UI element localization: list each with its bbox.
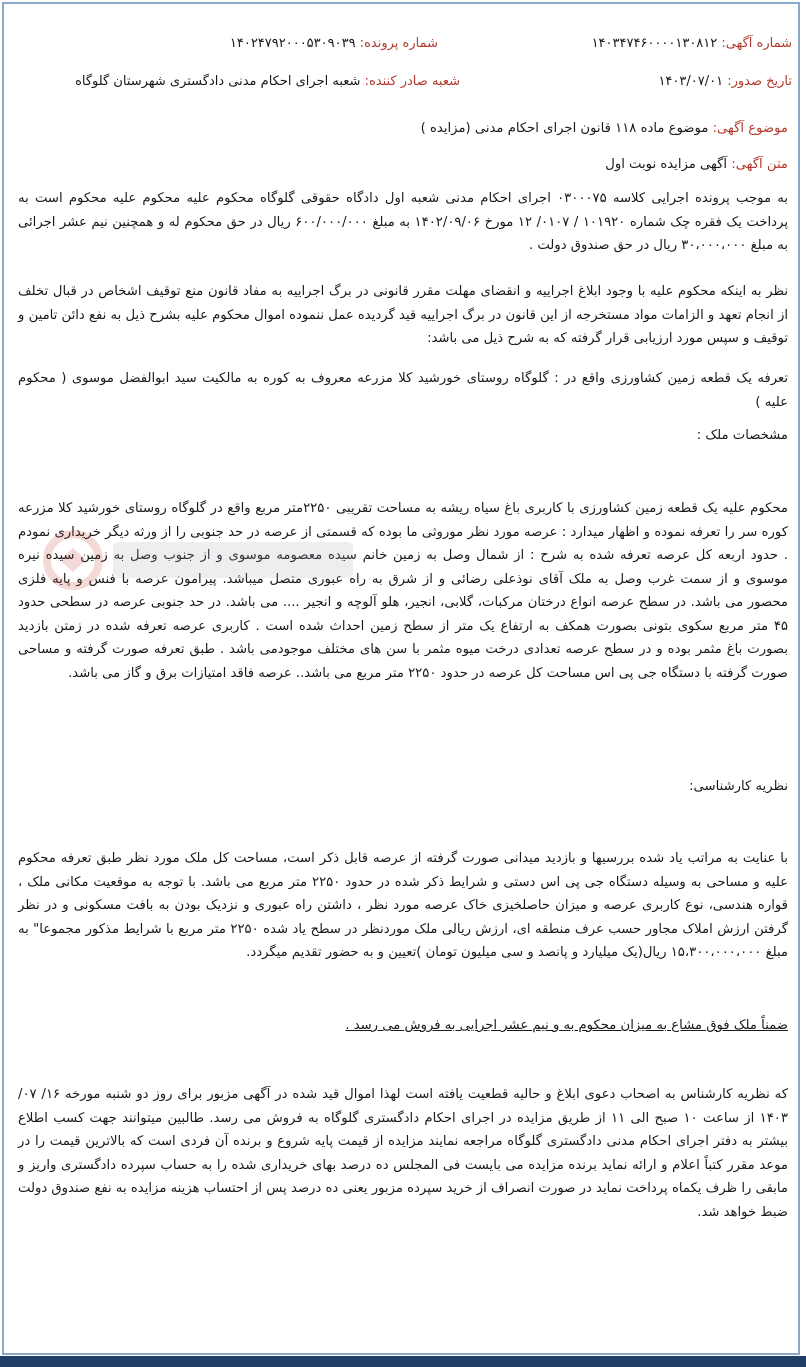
issue-date-row bbox=[658, 74, 792, 89]
notice-title-value: آگهی مزایده نوبت اول bbox=[605, 157, 728, 172]
notice-title-row bbox=[605, 157, 788, 172]
paragraph-share-note: ضمناً ملک فوق مشاع به میزان محکوم به و نیم عشر اجرایی به فروش می رسد . bbox=[345, 1018, 788, 1033]
subject-label: موضوع آگهی: bbox=[712, 121, 788, 136]
case-number: ۱۴۰۲۴۷۹۲۰۰۰۵۳۰۹۰۳۹ bbox=[229, 36, 356, 51]
issue-date: ۱۴۰۳/۰۷/۰۱ bbox=[658, 74, 724, 89]
property-specs-heading: مشخصات ملک : bbox=[696, 428, 788, 443]
notice-title-label: متن آگهی: bbox=[731, 157, 788, 172]
paragraph-property-identification: تعرفه یک قطعه زمین کشاورزی واقع در : گلوگاه روستای خورشید کلا مزرعه معروف به کوره به مالکیت سید ابوالفضل موسوی ( محکوم علیه ) bbox=[18, 371, 788, 410]
expert-opinion-heading: نظریه کارشناسی: bbox=[689, 779, 788, 794]
paragraph-case-summary: به موجب پرونده اجرایی کلاسه ۰۳۰۰۰۷۵ اجرای احکام مدنی شعبه اول دادگاه حقوقی گلوگاه محکوم علیه محکوم علیه محکوم است به پرداخت یک فقره چک شماره ۱۰۱۹۲۰ / ۰۱۰۷/ ۱۲ مورخ ۱۴۰۲/۰۹/۰۶ به مبلغ ۶۰۰/۰۰۰/۰۰۰ ریال در حق محکوم له و همچنین نیم عشر اجرائی به مبلغ ۳۰،۰۰۰،۰۰۰ ریال در حق صندوق دولت . bbox=[18, 191, 788, 253]
notice-number-row bbox=[592, 36, 792, 51]
paragraph-expert-opinion: با عنایت به مراتب یاد شده بررسیها و بازدید میدانی صورت گرفته از عرصه قابل ذکر است، مساحت کل ملک مورد نظر طبق تعرفه محکوم علیه و مساحی به وسیله دستگاه جی پی اس دستی و شرایط ذکر شده در حدود ۲۲۵۰ متر مربع می باشد. با توجه به موقعیت مکانی ملک ، قواره هندسی، نوع کاربری عرصه و میزان حاصلخیزی خاک عرصه مورد نظر ، داشتن راه عبوری و نزدیک بودن به بافت مسکونی و در نظر گرفتن ارزش املاک مجاور حسب عرف منطقه ای، ارزش ریالی ملک موردنظر در سطح یاد شده ۲۲۵۰ متر مربع با شرایط مذکور مجموعا" به مبلغ ۱۵،۳۰۰،۰۰۰،۰۰۰ ریال(یک میلیارد و پانصد و سی میلیون تومان )تعیین و به حضور تقدیم میگردد. bbox=[18, 851, 788, 960]
issuer-row bbox=[75, 74, 460, 89]
issuer: شعبه اجرای احکام مدنی دادگستری شهرستان گلوگاه bbox=[75, 74, 361, 89]
paragraph-property-description: محکوم علیه یک قطعه زمین کشاورزی با کاربری باغ سیاه ریشه به مساحت تقریبی ۲۲۵۰متر مربع واقع در گلوگاه روستای خورشید کلا مزرعه کوره سر را تعرفه نموده و اظهار میدارد : عرصه مورد نظر موروثی ما بوده که قسمتی از عرصه در حد جنوبی را از ورثه دیگر خریداری نمودم . حدود اربعه کل عرصه تعرفه شده به شرح : از شمال وصل به زمین خانم سیده معصومه موسوی و از جنوب وصل به زمین سیده نیره موسوی و از سمت غرب وصل به ملک آقای نوذعلی رضائی و از شرق به راه عبوری متصل میباشد. پیرامون عرصه با فنس و پایه فلزی محصور می باشد. در سطح عرصه انواع درختان مرکبات، گلابی، انجیر، هلو آلوچه و انجیر .... می باشد. در حد جنوبی عرصه در سطحی حدود ۴۵ متر مربع سکوی بتونی بصورت همکف به ارتفاع یک متر از سطح زمین احداث شده است . کاربری عرصه تعرفه شده در زمتن بازدید بصورت باغ مثمر بوده و در سطح عرصه تعدادی درخت میوه مثمر با سن های مختلف موجودمی باشد . طبق تعرفه صورت گرفته و مساحی صورت گرفته با دستگاه جی پی اس مساحت کل عرصه در حدود ۲۲۵۰ متر مربع می باشد.. عرصه فاقد امتیازات برق و گاز می باشد. bbox=[18, 501, 788, 681]
issue-date-label: تاریخ صدور: bbox=[727, 74, 792, 89]
notice-number-label: شماره آگهی: bbox=[721, 36, 792, 51]
issuer-label: شعبه صادر کننده: bbox=[364, 74, 460, 89]
case-number-label: شماره پرونده: bbox=[359, 36, 438, 51]
subject-value: موضوع ماده ۱۱۸ قانون اجرای احکام مدنی (مزایده ) bbox=[420, 121, 709, 136]
case-number-row bbox=[230, 36, 438, 51]
notice-number: ۱۴۰۳۴۷۴۶۰۰۰۰۱۳۰۸۱۲ bbox=[591, 36, 718, 51]
paragraph-auction-terms: که نظریه کارشناس به اصحاب دعوی ابلاغ و حالیه قطعیت یافته است لهذا اموال قید شده در آگهی مزبور برای روز دو شنبه مورخه ۱۶/ ۰۷/ ۱۴۰۳ از ساعت ۱۰ صبح الی ۱۱ از طریق مزایده در اجرای احکام دادگستری گلوگاه به فروش می رسد. طالبین میتوانند جهت کسب اطلاع بیشتر به دفتر اجرای احکام مدنی دادگستری گلوگاه مراجعه نمایند مزایده از قیمت پایه شروع و برنده آن فردی است که بالاترین قیمت را در موعد مقرر کتباً اعلام و ارائه نماید برنده مزایده می بایست فی المجلس ده درصد بهای خریداری شده را به حساب سپرده دادگستری واریز و مابقی را ظرف یکماه پرداخت نماید در صورت انصراف از خرید سپرده مزبور یعنی ده درصد پس از احتساب هزینه مزایده به نفع صندوق دولت ضبط خواهد شد. bbox=[18, 1087, 788, 1220]
paragraph-seizure: نظر به اینکه محکوم علیه با وجود ابلاغ اجراییه و انقضای مهلت مقرر قانونی در برگ اجراییه به مفاد قانون منع توقیف اشخاص در قبال تخلف از انجام تعهد و الزامات مواد مستخرجه از این قانون در برگ اجراییه قید گردیده عمل ننموده اموال محکوم علیه بشرح ذیل به نفع دائن تامین و توقیف و سپس مورد ارزیابی قرار گرفته که به شرح ذیل می باشد: bbox=[18, 284, 788, 346]
bottom-bar bbox=[0, 1356, 806, 1367]
subject-row bbox=[421, 121, 788, 136]
